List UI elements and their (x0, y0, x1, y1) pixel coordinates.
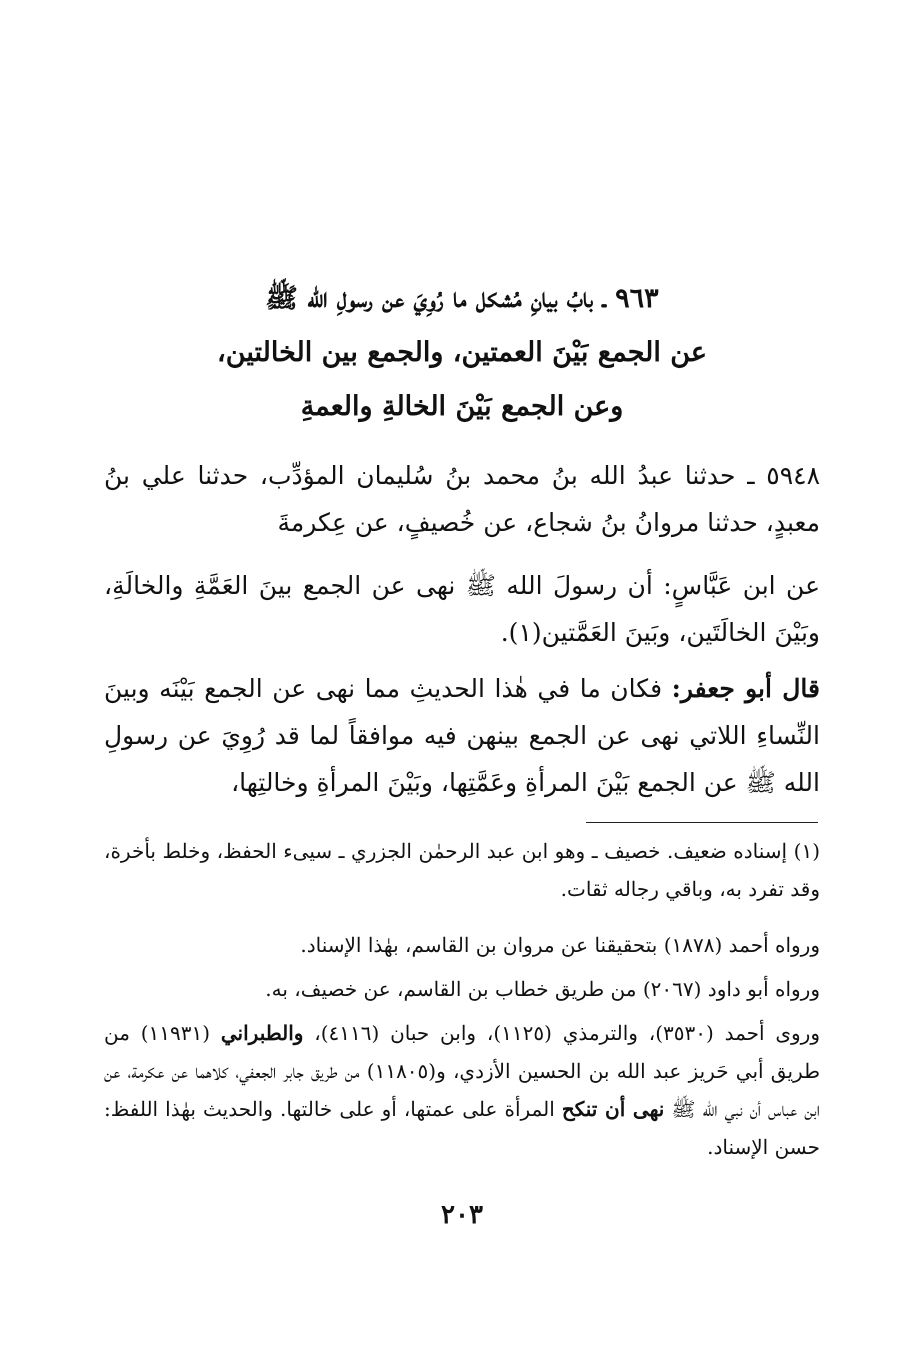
commentary-paragraph (104, 665, 820, 806)
footnote-1: (١) إسناده ضعيف. خصيف ـ وهو ابن عبد الرحمٰن الجزري ـ سيىء الحفظ، وخلط بأخرة، وقد تفرد به، وباقي رجاله ثقات. (104, 839, 820, 901)
footnote-ahmad: ورواه أحمد (١٨٧٨) بتحقيقنا عن مروان بن القاسم، بهٰذا الإسناد. (300, 933, 820, 957)
commentary-text: فكان ما في هٰذا الحديثِ مما نهى عن الجمع بَيْنَه وبينَ النِّساءِ اللاتي نهى عن الجمع بينهن فيه موافقاً لما قد رُوِيَ عن رسولِ الله ﷺ عن الجمع بَيْنَ المرأةِ وعَمَّتِها، وبَيْنَ المرأةِ وخالتِها، (104, 674, 820, 797)
footnote-other-tail: المرأة على عمتها، أو على خالتها. والحديث بهٰذا اللفظ: حسن الإسناد. (104, 1097, 820, 1159)
chapter-title-line-1: ٩٦٣ ـ بابُ بيانِ مُشكل ما رُوِيَ عن رسولِ الله ﷺ (265, 283, 659, 314)
footnote-abu-dawud: ورواه أبو داود (٢٠٦٧) من طريق خطاب بن القاسم، عن خصيف، به. (265, 977, 820, 1001)
hadith-matn-paragraph: عن ابن عَبَّاسٍ: أن رسولَ الله ﷺ نهى عن الجمع بينَ العَمَّةِ والخالَةِ، وبَيْنَ الخالَتَين، وبَينَ العَمَّتين(١). (104, 571, 820, 647)
chapter-title-line-3: وعن الجمع بَيْنَ الخالةِ والعمةِ (300, 391, 624, 422)
footnote-prohibition: نهى أن تنكح (561, 1097, 665, 1121)
commentary-author-label: قال أبو جعفر: (671, 674, 820, 703)
footnote-other-lead: وروى أحمد (٣٥٣٠)، والترمذي (١١٢٥)، وابن حبان (٤١١٦)، (303, 1021, 820, 1045)
page-number: ٢٠٣ (441, 1200, 483, 1230)
footnote-tabarani: والطبراني (220, 1021, 304, 1045)
chapter-title-line-2: عن الجمع بَيْنَ العمتين، والجمع بين الخالتين، (217, 337, 707, 368)
hadith-isnad-paragraph: ٥٩٤٨ ـ حدثنا عبدُ الله بنُ محمد بنُ سُليمان المؤدِّب، حدثنا علي بنُ معبدٍ، حدثنا مروانُ بنُ شجاع، عن خُصيفٍ، عن عِكرمةَ (104, 461, 820, 537)
footnote-other-mid: (١١٩٣١) من طريق أبي حَريز عبد الله بن الحسين الأزدي، و(١١٨٠٥) من طريق جابر الجعفي، كلاهما عن عكرمة، عن ابن عباس أن نبي الله ﷺ (104, 1021, 821, 1121)
footnote-other-sources (104, 1014, 820, 1166)
footnote-separator (586, 822, 818, 823)
